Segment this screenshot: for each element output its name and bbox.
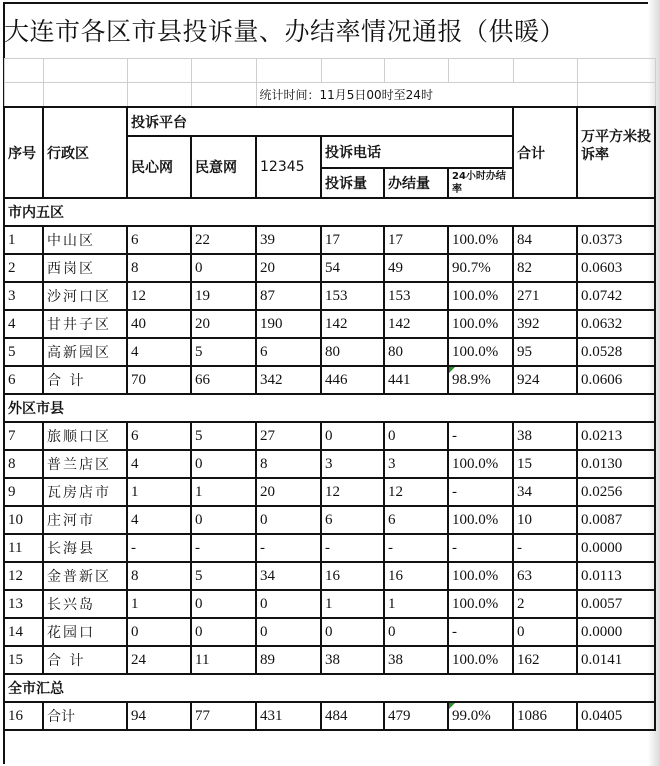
table-row [4, 702, 655, 730]
cell-12345[interactable]: 39 [256, 226, 321, 254]
cell-12345[interactable]: 89 [256, 646, 321, 674]
cell-minxin[interactable]: 94 [127, 702, 191, 730]
cell-phone-done[interactable]: 0 [384, 422, 448, 450]
cell-phone-count[interactable]: 38 [321, 646, 384, 674]
table-row [4, 254, 655, 282]
cell-phone-done[interactable]: 0 [384, 618, 448, 646]
cell-rate-24h[interactable]: 100.0% [448, 338, 513, 366]
table-row [4, 534, 655, 562]
cell-per-10k-sqm[interactable]: 0.0130 [577, 450, 655, 478]
cell-total[interactable]: 34 [513, 478, 577, 506]
cell-phone-done[interactable]: 80 [384, 338, 448, 366]
cell-per-10k-sqm[interactable]: 0.0113 [577, 562, 655, 590]
cell-seq[interactable]: 11 [4, 534, 43, 562]
cell-per-10k-sqm[interactable]: 0.0000 [577, 618, 655, 646]
cell-total[interactable]: 15 [513, 450, 577, 478]
cell-minyi[interactable]: 19 [191, 282, 256, 310]
cell-minxin[interactable]: 12 [127, 282, 191, 310]
section-header-row [4, 674, 655, 702]
blank-grid-row [4, 59, 655, 83]
stat-time-row [4, 83, 655, 108]
cell-total[interactable]: - [513, 534, 577, 562]
stat-time[interactable]: 统计时间：11月5日00时至24时 [256, 83, 513, 108]
cell-district[interactable]: 普兰店区 [43, 450, 127, 478]
header-phone-group[interactable]: 投诉电话 [321, 136, 513, 168]
cell-rate-24h[interactable]: 100.0% [448, 646, 513, 674]
cell-district[interactable]: 庄河市 [43, 506, 127, 534]
cell-12345[interactable]: 20 [256, 478, 321, 506]
cell-seq[interactable]: 12 [4, 562, 43, 590]
cell-phone-count[interactable]: 142 [321, 310, 384, 338]
cell-district[interactable]: 旅顺口区 [43, 422, 127, 450]
cell-minyi[interactable]: 5 [191, 562, 256, 590]
cell-district[interactable]: 高新园区 [43, 338, 127, 366]
cell-minyi[interactable]: 22 [191, 226, 256, 254]
header-minyi[interactable]: 民意网 [191, 136, 256, 198]
cell-minxin[interactable]: 24 [127, 646, 191, 674]
cell-per-10k-sqm[interactable]: 0.0141 [577, 646, 655, 674]
cell-district[interactable]: 金普新区 [43, 562, 127, 590]
cell-minxin[interactable]: 4 [127, 506, 191, 534]
cell-phone-count[interactable]: 80 [321, 338, 384, 366]
cell-minxin[interactable]: 0 [127, 618, 191, 646]
cell-phone-count[interactable]: - [321, 534, 384, 562]
cell-minxin[interactable]: 70 [127, 366, 191, 394]
cell-minyi[interactable]: 11 [191, 646, 256, 674]
cell-minxin[interactable]: 4 [127, 338, 191, 366]
empty-cell[interactable] [384, 59, 448, 83]
cell-phone-done[interactable]: 142 [384, 310, 448, 338]
cell-rate-24h[interactable]: - [448, 618, 513, 646]
cell-phone-done[interactable]: 17 [384, 226, 448, 254]
cell-total[interactable]: 10 [513, 506, 577, 534]
cell-seq[interactable]: 8 [4, 450, 43, 478]
cell-district[interactable]: 长海县 [43, 534, 127, 562]
table-row [4, 282, 655, 310]
cell-minyi[interactable]: 77 [191, 702, 256, 730]
section-header-row [4, 394, 655, 422]
cell-minxin[interactable]: 1 [127, 478, 191, 506]
cell-seq[interactable]: 9 [4, 478, 43, 506]
table-row [4, 310, 655, 338]
table-row [4, 562, 655, 590]
cell-phone-count[interactable]: 1 [321, 590, 384, 618]
empty-cell[interactable] [191, 83, 256, 108]
cell-total[interactable]: 1086 [513, 702, 577, 730]
cell-per-10k-sqm[interactable]: 0.0373 [577, 226, 655, 254]
section-header-row [4, 198, 655, 226]
cell-phone-done[interactable]: 1 [384, 590, 448, 618]
header-phone-done[interactable]: 办结量 [384, 168, 448, 198]
header-per-10k-sqm[interactable]: 万平方米投诉率 [577, 107, 655, 198]
cell-phone-count[interactable]: 0 [321, 618, 384, 646]
cell-rate-24h[interactable]: 100.0% [448, 282, 513, 310]
cell-district[interactable]: 合计 [43, 702, 127, 730]
cell-total[interactable]: 38 [513, 422, 577, 450]
cell-per-10k-sqm[interactable]: 0.0000 [577, 534, 655, 562]
table-row [4, 450, 655, 478]
cell-minxin[interactable]: 40 [127, 310, 191, 338]
cell-rate-24h[interactable]: - [448, 422, 513, 450]
cell-12345[interactable]: 0 [256, 506, 321, 534]
empty-cell[interactable] [256, 59, 321, 83]
table-row [4, 590, 655, 618]
cell-minyi[interactable]: - [191, 534, 256, 562]
header-rate-24h[interactable]: 24小时办结率 [448, 168, 513, 198]
cell-minyi[interactable]: 20 [191, 310, 256, 338]
cell-minyi[interactable]: 0 [191, 450, 256, 478]
cell-12345[interactable]: 431 [256, 702, 321, 730]
table-row [4, 646, 655, 674]
cell-phone-count[interactable]: 54 [321, 254, 384, 282]
cell-seq[interactable]: 14 [4, 618, 43, 646]
cell-total[interactable]: 63 [513, 562, 577, 590]
header-total[interactable]: 合计 [513, 107, 577, 198]
header-district[interactable]: 行政区 [43, 107, 127, 198]
cell-12345[interactable]: - [256, 534, 321, 562]
cell-per-10k-sqm[interactable]: 0.0603 [577, 254, 655, 282]
header-12345[interactable]: 12345 [256, 136, 321, 198]
cell-minyi[interactable]: 5 [191, 338, 256, 366]
cell-rate-24h[interactable]: 100.0% [448, 226, 513, 254]
cell-phone-count[interactable]: 446 [321, 366, 384, 394]
cell-phone-done[interactable]: 3 [384, 450, 448, 478]
cell-phone-count[interactable]: 3 [321, 450, 384, 478]
section-title[interactable]: 全市汇总 [4, 674, 655, 702]
cell-per-10k-sqm[interactable]: 0.0256 [577, 478, 655, 506]
table-row [4, 226, 655, 254]
cell-phone-done[interactable]: 479 [384, 702, 448, 730]
cell-total[interactable]: 162 [513, 646, 577, 674]
cell-per-10k-sqm[interactable]: 0.0742 [577, 282, 655, 310]
cell-phone-done[interactable]: - [384, 534, 448, 562]
cell-phone-count[interactable]: 16 [321, 562, 384, 590]
cell-seq[interactable]: 1 [4, 226, 43, 254]
empty-cell[interactable] [4, 83, 43, 108]
cell-rate-24h[interactable]: 100.0% [448, 310, 513, 338]
cell-seq[interactable]: 10 [4, 506, 43, 534]
table-row [4, 422, 655, 450]
cell-total[interactable]: 82 [513, 254, 577, 282]
cell-rate-24h[interactable]: 100.0% [448, 562, 513, 590]
cell-seq[interactable]: 6 [4, 366, 43, 394]
cell-per-10k-sqm[interactable]: 0.0606 [577, 366, 655, 394]
empty-cell[interactable] [513, 83, 577, 108]
cell-phone-done[interactable]: 6 [384, 506, 448, 534]
cell-seq[interactable]: 15 [4, 646, 43, 674]
cell-seq[interactable]: 7 [4, 422, 43, 450]
cell-total[interactable]: 2 [513, 590, 577, 618]
cell-district[interactable]: 花园口 [43, 618, 127, 646]
cell-phone-done[interactable]: 16 [384, 562, 448, 590]
cell-minyi[interactable]: 0 [191, 506, 256, 534]
empty-cell[interactable] [448, 59, 513, 83]
empty-cell[interactable] [43, 83, 127, 108]
empty-cell[interactable] [4, 59, 43, 83]
empty-cell[interactable] [127, 83, 191, 108]
empty-cell[interactable] [577, 83, 655, 108]
empty-cell[interactable] [191, 59, 256, 83]
header-platform-group[interactable]: 投诉平台 [127, 107, 513, 136]
cell-phone-count[interactable]: 17 [321, 226, 384, 254]
cell-total[interactable]: 392 [513, 310, 577, 338]
cell-minxin[interactable]: 8 [127, 254, 191, 282]
cell-minxin[interactable]: 4 [127, 450, 191, 478]
cell-per-10k-sqm[interactable]: 0.0632 [577, 310, 655, 338]
cell-seq[interactable]: 16 [4, 702, 43, 730]
cell-phone-count[interactable]: 0 [321, 422, 384, 450]
cell-phone-done[interactable]: 49 [384, 254, 448, 282]
cell-minyi[interactable]: 0 [191, 590, 256, 618]
cell-minxin[interactable]: 1 [127, 590, 191, 618]
cell-seq[interactable]: 4 [4, 310, 43, 338]
cell-district[interactable]: 西岗区 [43, 254, 127, 282]
cell-12345[interactable]: 8 [256, 450, 321, 478]
table-row [4, 478, 655, 506]
cell-seq[interactable]: 3 [4, 282, 43, 310]
table-row [4, 506, 655, 534]
cell-per-10k-sqm[interactable]: 0.0405 [577, 702, 655, 730]
cell-rate-24h[interactable]: 100.0% [448, 590, 513, 618]
cell-district[interactable]: 瓦房店市 [43, 478, 127, 506]
cell-minyi[interactable]: 5 [191, 422, 256, 450]
cell-phone-count[interactable]: 153 [321, 282, 384, 310]
cell-minyi[interactable]: 0 [191, 618, 256, 646]
cell-rate-24h[interactable]: - [448, 534, 513, 562]
empty-cell[interactable] [43, 59, 127, 83]
table-row [4, 338, 655, 366]
cell-phone-done[interactable]: 12 [384, 478, 448, 506]
cell-district[interactable]: 合 计 [43, 646, 127, 674]
header-seq[interactable]: 序号 [4, 107, 43, 198]
report-table [3, 58, 656, 731]
cell-minyi[interactable]: 0 [191, 254, 256, 282]
cell-minxin[interactable]: - [127, 534, 191, 562]
cell-total[interactable]: 271 [513, 282, 577, 310]
cell-seq[interactable]: 13 [4, 590, 43, 618]
cell-12345[interactable]: 0 [256, 618, 321, 646]
section-title[interactable]: 外区市县 [4, 394, 655, 422]
cell-district[interactable]: 沙河口区 [43, 282, 127, 310]
header-minxin[interactable]: 民心网 [127, 136, 191, 198]
cell-rate-24h[interactable]: - [448, 478, 513, 506]
cell-rate-24h[interactable]: 100.0% [448, 506, 513, 534]
cell-total[interactable]: 95 [513, 338, 577, 366]
cell-district[interactable]: 合 计 [43, 366, 127, 394]
cell-seq[interactable]: 5 [4, 338, 43, 366]
cell-12345[interactable]: 87 [256, 282, 321, 310]
cell-phone-done[interactable]: 38 [384, 646, 448, 674]
cell-12345[interactable]: 342 [256, 366, 321, 394]
cell-per-10k-sqm[interactable]: 0.0087 [577, 506, 655, 534]
cell-12345[interactable]: 27 [256, 422, 321, 450]
cell-district[interactable]: 中山区 [43, 226, 127, 254]
cell-per-10k-sqm[interactable]: 0.0057 [577, 590, 655, 618]
cell-12345[interactable]: 0 [256, 590, 321, 618]
cell-district[interactable]: 甘井子区 [43, 310, 127, 338]
cell-phone-count[interactable]: 12 [321, 478, 384, 506]
cell-rate-24h[interactable]: 99.0% [448, 702, 513, 730]
header-phone-count[interactable]: 投诉量 [321, 168, 384, 198]
cell-total[interactable]: 0 [513, 618, 577, 646]
empty-cell[interactable] [321, 59, 384, 83]
empty-cell[interactable] [577, 59, 655, 83]
cell-minxin[interactable]: 6 [127, 422, 191, 450]
header-row-1 [4, 107, 655, 136]
table-row [4, 366, 655, 394]
cell-district[interactable]: 长兴岛 [43, 590, 127, 618]
cell-rate-24h[interactable]: 90.7% [448, 254, 513, 282]
cell-total[interactable]: 84 [513, 226, 577, 254]
cell-12345[interactable]: 6 [256, 338, 321, 366]
report-title: 大连市各区市县投诉量、办结率情况通报（供暖） [4, 17, 566, 46]
section-title[interactable]: 市内五区 [4, 198, 655, 226]
cell-per-10k-sqm[interactable]: 0.0528 [577, 338, 655, 366]
cell-minyi[interactable]: 66 [191, 366, 256, 394]
cell-phone-done[interactable]: 153 [384, 282, 448, 310]
cell-minxin[interactable]: 6 [127, 226, 191, 254]
cell-total[interactable]: 924 [513, 366, 577, 394]
cell-minxin[interactable]: 8 [127, 562, 191, 590]
empty-cell[interactable] [513, 59, 577, 83]
empty-cell[interactable] [127, 59, 191, 83]
table-row [4, 618, 655, 646]
cell-per-10k-sqm[interactable]: 0.0213 [577, 422, 655, 450]
cell-12345[interactable]: 34 [256, 562, 321, 590]
cell-phone-count[interactable]: 484 [321, 702, 384, 730]
cell-seq[interactable]: 2 [4, 254, 43, 282]
cell-12345[interactable]: 20 [256, 254, 321, 282]
cell-phone-done[interactable]: 441 [384, 366, 448, 394]
cell-12345[interactable]: 190 [256, 310, 321, 338]
cell-minyi[interactable]: 1 [191, 478, 256, 506]
cell-rate-24h[interactable]: 98.9% [448, 366, 513, 394]
cell-phone-count[interactable]: 6 [321, 506, 384, 534]
cell-rate-24h[interactable]: 100.0% [448, 450, 513, 478]
